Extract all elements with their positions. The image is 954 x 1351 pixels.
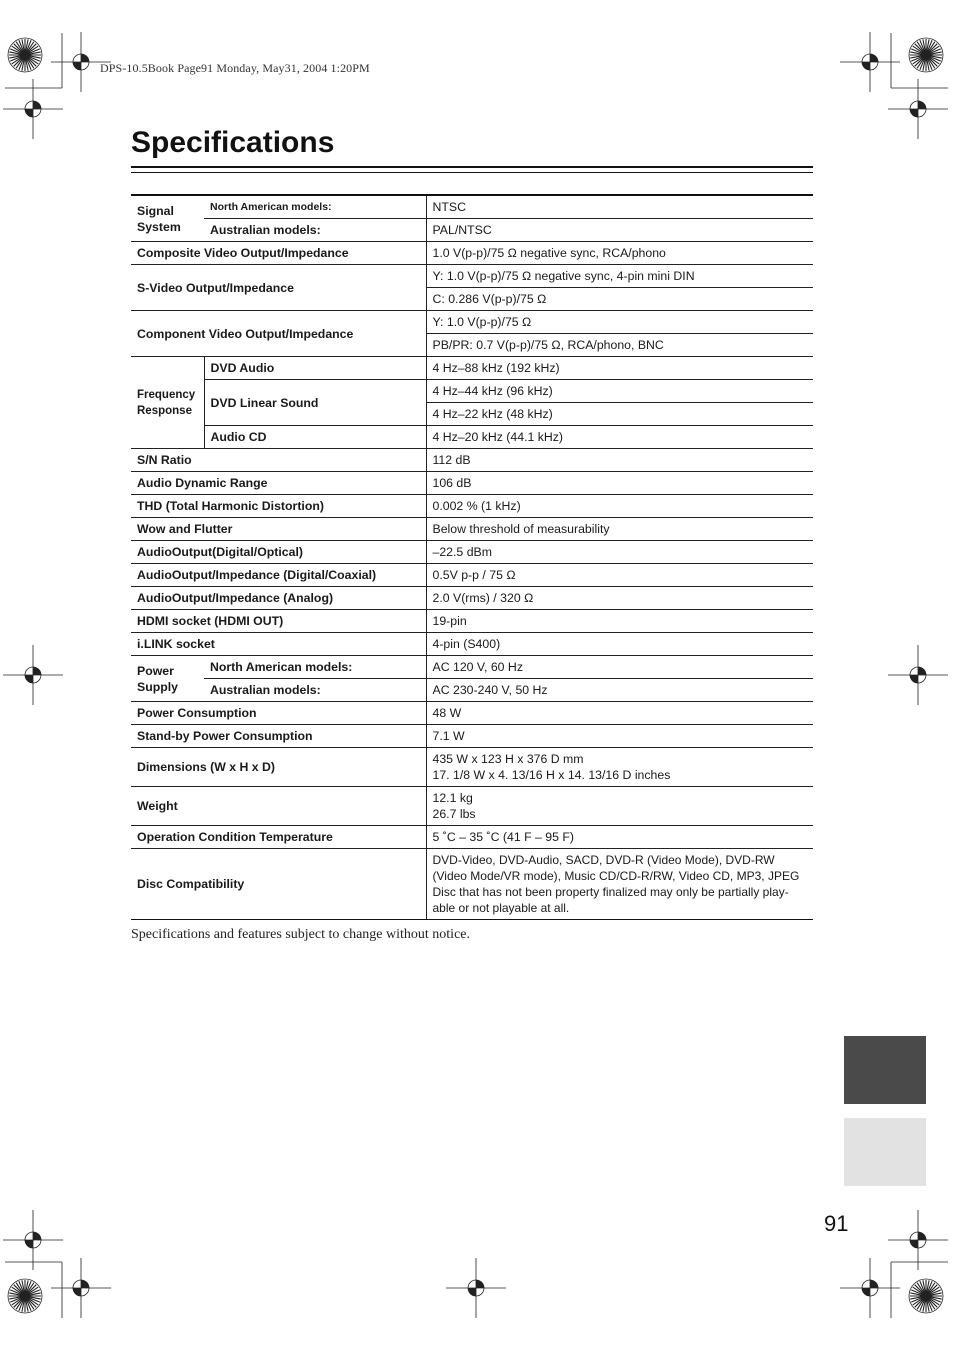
signal-system-label: Signal System bbox=[131, 195, 204, 242]
thd-label: THD (Total Harmonic Distortion) bbox=[131, 495, 426, 518]
audio-cd-label: Audio CD bbox=[204, 426, 426, 449]
wow-flutter-value: Below threshold of measurability bbox=[426, 518, 813, 541]
power-au-label: Australian models: bbox=[204, 679, 426, 702]
component-label: Component Video Output/Impedance bbox=[131, 311, 426, 357]
dimensions-inches: 17. 1/8 W x 4. 13/16 H x 14. 13/16 D inches bbox=[432, 768, 671, 782]
power-na-value: AC 120 V, 60 Hz bbox=[426, 656, 813, 679]
section-tab-light bbox=[844, 1118, 926, 1186]
table-row bbox=[131, 702, 813, 725]
specifications-table bbox=[131, 194, 813, 920]
svideo-value-c: C: 0.286 V(p-p)/75 Ω bbox=[426, 288, 813, 311]
hdmi-label: HDMI socket (HDMI OUT) bbox=[131, 610, 426, 633]
table-row bbox=[131, 242, 813, 265]
standby-label: Stand-by Power Consumption bbox=[131, 725, 426, 748]
table-row bbox=[131, 633, 813, 656]
temperature-value: 5 ˚C – 35 ˚C (41 F – 95 F) bbox=[426, 826, 813, 849]
section-tab-dark bbox=[844, 1036, 926, 1104]
dvd-linear-value-96: 4 Hz–44 kHz (96 kHz) bbox=[426, 380, 813, 403]
table-row bbox=[131, 380, 813, 403]
disc-line-3: Disc that has not been property finalized may only be partially play- bbox=[432, 885, 789, 899]
table-row bbox=[131, 564, 813, 587]
page-title: Specifications bbox=[131, 126, 335, 159]
change-notice: Specifications and features subject to change without notice. bbox=[131, 927, 471, 942]
ilink-value: 4-pin (S400) bbox=[426, 633, 813, 656]
standby-value: 7.1 W bbox=[426, 725, 813, 748]
composite-value: 1.0 V(p-p)/75 Ω negative sync, RCA/phono bbox=[426, 242, 813, 265]
disc-compat-value bbox=[426, 849, 813, 920]
title-rule bbox=[131, 166, 813, 168]
svideo-value-y: Y: 1.0 V(p-p)/75 Ω negative sync, 4-pin mini DIN bbox=[426, 265, 813, 288]
table-row bbox=[131, 541, 813, 564]
weight-value bbox=[426, 787, 813, 826]
table-row bbox=[131, 311, 813, 334]
disc-line-1: DVD-Video, DVD-Audio, SACD, DVD-R (Video Mode), DVD-RW bbox=[432, 853, 775, 867]
table-row bbox=[131, 495, 813, 518]
component-value-pbpr: PB/PR: 0.7 V(p-p)/75 Ω, RCA/phono, BNC bbox=[426, 334, 813, 357]
dvd-linear-label: DVD Linear Sound bbox=[204, 380, 426, 426]
table-row bbox=[131, 587, 813, 610]
signal-na-label: North American models: bbox=[204, 195, 426, 219]
audio-coaxial-value: 0.5V p-p / 75 Ω bbox=[426, 564, 813, 587]
audio-digital-optical-label: AudioOutput(Digital/Optical) bbox=[131, 541, 426, 564]
dimensions-value bbox=[426, 748, 813, 787]
table-row bbox=[131, 826, 813, 849]
weight-label: Weight bbox=[131, 787, 426, 826]
disc-line-4: able or not playable at all. bbox=[432, 901, 570, 915]
signal-au-label: Australian models: bbox=[204, 219, 426, 242]
disc-line-2: (Video Mode/VR mode), Music CD/CD-R/RW, Video CD, MP3, JPEG bbox=[432, 869, 800, 883]
table-row bbox=[131, 195, 813, 219]
dimensions-label: Dimensions (W x H x D) bbox=[131, 748, 426, 787]
table-row bbox=[131, 787, 813, 826]
hdmi-value: 19-pin bbox=[426, 610, 813, 633]
power-consumption-value: 48 W bbox=[426, 702, 813, 725]
power-supply-label: Power Supply bbox=[131, 656, 204, 702]
table-row bbox=[131, 357, 813, 380]
power-consumption-label: Power Consumption bbox=[131, 702, 426, 725]
table-row bbox=[131, 472, 813, 495]
table-row bbox=[131, 849, 813, 920]
dvd-audio-label: DVD Audio bbox=[204, 357, 426, 380]
signal-au-value: PAL/NTSC bbox=[426, 219, 813, 242]
table-row bbox=[131, 748, 813, 787]
power-au-value: AC 230-240 V, 50 Hz bbox=[426, 679, 813, 702]
component-value-y: Y: 1.0 V(p-p)/75 Ω bbox=[426, 311, 813, 334]
temperature-label: Operation Condition Temperature bbox=[131, 826, 426, 849]
sn-label: S/N Ratio bbox=[131, 449, 426, 472]
table-row bbox=[131, 518, 813, 541]
signal-na-value: NTSC bbox=[426, 195, 813, 219]
thd-value: 0.002 % (1 kHz) bbox=[426, 495, 813, 518]
disc-compat-label: Disc Compatibility bbox=[131, 849, 426, 920]
table-row bbox=[131, 679, 813, 702]
svideo-label: S-Video Output/Impedance bbox=[131, 265, 426, 311]
table-row bbox=[131, 725, 813, 748]
power-na-label: North American models: bbox=[204, 656, 426, 679]
wow-flutter-label: Wow and Flutter bbox=[131, 518, 426, 541]
audio-coaxial-label: AudioOutput/Impedance (Digital/Coaxial) bbox=[131, 564, 426, 587]
page-number: 91 bbox=[824, 1211, 849, 1236]
sn-value: 112 dB bbox=[426, 449, 813, 472]
dimensions-mm: 435 W x 123 H x 376 D mm bbox=[432, 752, 584, 766]
dvd-audio-value: 4 Hz–88 kHz (192 kHz) bbox=[426, 357, 813, 380]
dvd-linear-value-48: 4 Hz–22 kHz (48 kHz) bbox=[426, 403, 813, 426]
frequency-response-label: Frequency Response bbox=[131, 357, 204, 449]
title-rule-thin bbox=[131, 172, 813, 173]
print-header-info: DPS-10.5Book Page91 Monday, May31, 2004 1:20PM bbox=[100, 61, 370, 75]
audio-analog-label: AudioOutput/Impedance (Analog) bbox=[131, 587, 426, 610]
dynamic-range-value: 106 dB bbox=[426, 472, 813, 495]
audio-analog-value: 2.0 V(rms) / 320 Ω bbox=[426, 587, 813, 610]
table-row bbox=[131, 219, 813, 242]
ilink-label: i.LINK socket bbox=[131, 633, 426, 656]
weight-kg: 12.1 kg bbox=[432, 791, 473, 805]
audio-digital-optical-value: –22.5 dBm bbox=[426, 541, 813, 564]
table-row bbox=[131, 449, 813, 472]
audio-cd-value: 4 Hz–20 kHz (44.1 kHz) bbox=[426, 426, 813, 449]
table-row bbox=[131, 265, 813, 288]
weight-lbs: 26.7 lbs bbox=[432, 807, 476, 821]
table-row bbox=[131, 610, 813, 633]
composite-label: Composite Video Output/Impedance bbox=[131, 242, 426, 265]
dynamic-range-label: Audio Dynamic Range bbox=[131, 472, 426, 495]
table-row bbox=[131, 426, 813, 449]
table-row bbox=[131, 656, 813, 679]
